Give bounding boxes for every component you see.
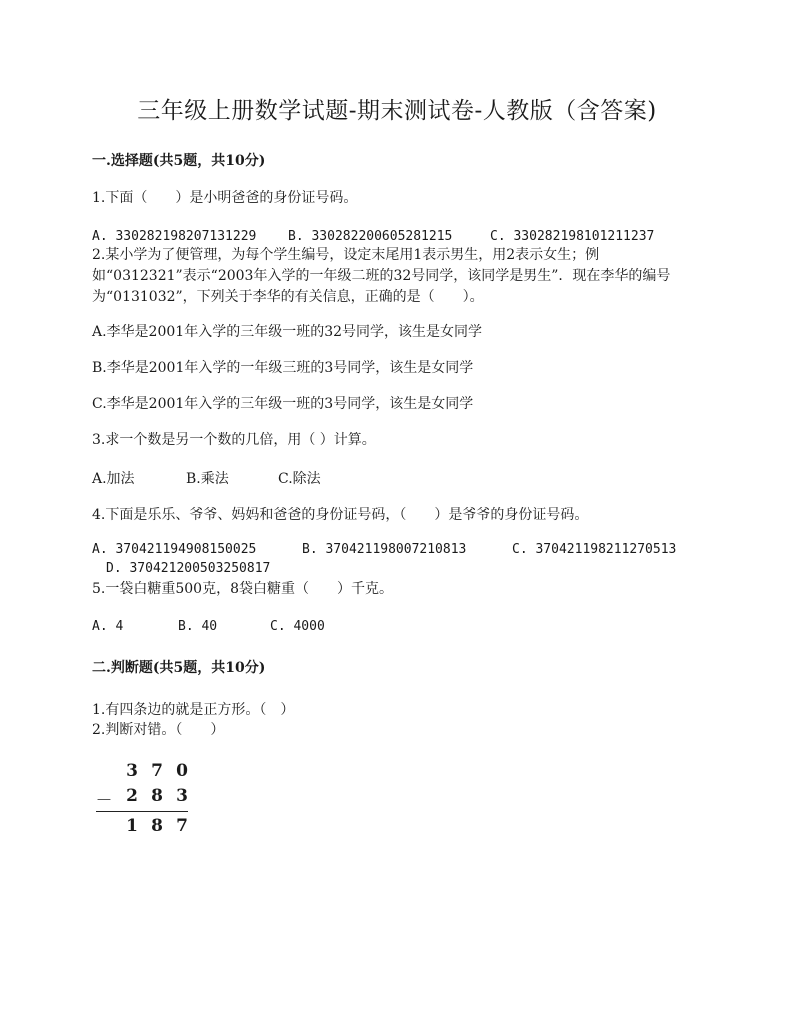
q4-option-d: D. 370421200503250817 — [106, 561, 271, 576]
digit: 2 — [126, 786, 138, 806]
q3-option-a: A.加法 — [92, 471, 135, 487]
question-1-1: 1.下面（ ）是小明爸爸的身份证号码。 — [92, 190, 358, 206]
page-title: 三年级上册数学试题-期末测试卷-人教版（含答案) — [137, 98, 657, 124]
q2-option-b: B.李华是2001年入学的一年级三班的3号同学，该生是女同学 — [92, 360, 474, 376]
section-1-heading: 一.选择题(共5题，共10分) — [92, 153, 266, 169]
digit: 3 — [176, 786, 188, 806]
q2-option-c: C.李华是2001年入学的三年级一班的3号同学，该生是女同学 — [92, 396, 474, 412]
question-2-2: 2.判断对错。（ ） — [92, 722, 225, 738]
q1-option-b: B. 330282200605281215 — [288, 229, 453, 244]
sum-line — [96, 811, 188, 812]
digit: 7 — [151, 761, 163, 781]
result-row — [92, 816, 192, 840]
q3-option-b: B.乘法 — [186, 471, 229, 487]
q5-option-b: B. 40 — [178, 619, 218, 634]
digit: 7 — [176, 816, 188, 836]
q4-option-a: A. 370421194908150025 — [92, 542, 257, 557]
question-1-5: 5.一袋白糖重500克，8袋白糖重（ ）千克。 — [92, 581, 393, 597]
q2-option-a: A.李华是2001年入学的三年级一班的32号同学，该生是女同学 — [92, 324, 483, 340]
question-2-1: 1.有四条边的就是正方形。（ ） — [92, 702, 295, 718]
minuend-row — [92, 761, 192, 785]
digit: 1 — [126, 816, 138, 836]
q5-option-a: A. 4 — [92, 619, 124, 634]
q5-option-c: C. 4000 — [270, 619, 325, 634]
q3-option-c: C.除法 — [278, 471, 321, 487]
subtrahend-row — [92, 786, 192, 810]
digit: 8 — [151, 816, 163, 836]
vertical-subtraction — [92, 755, 202, 845]
digit: 8 — [151, 786, 163, 806]
digit: 3 — [126, 761, 138, 781]
section-2-heading: 二.判断题(共5题，共10分) — [92, 660, 266, 676]
minus-sign: － — [95, 791, 113, 811]
question-1-2: 2.某小学为了便管理，为每个学生编号，设定末尾用1表示男生，用2表示女生；例如“0312321”表示“2003年入学的一年级二班的32号同学，该同学是男生”．现在李华的编号为“0131032”，下列关于李华的有关信息，正确的是（ ）。 — [92, 247, 671, 305]
q1-option-c: C. 330282198101211237 — [490, 229, 655, 244]
digit: 0 — [176, 761, 188, 781]
q4-option-b: B. 370421198007210813 — [302, 542, 467, 557]
question-1-3: 3.求一个数是另一个数的几倍，用（ ）计算。 — [92, 432, 376, 448]
q1-option-a: A. 330282198207131229 — [92, 229, 257, 244]
question-1-4: 4.下面是乐乐、爷爷、妈妈和爸爸的身份证号码，（ ）是爷爷的身份证号码。 — [92, 507, 589, 523]
q4-option-c: C. 370421198211270513 — [512, 542, 677, 557]
